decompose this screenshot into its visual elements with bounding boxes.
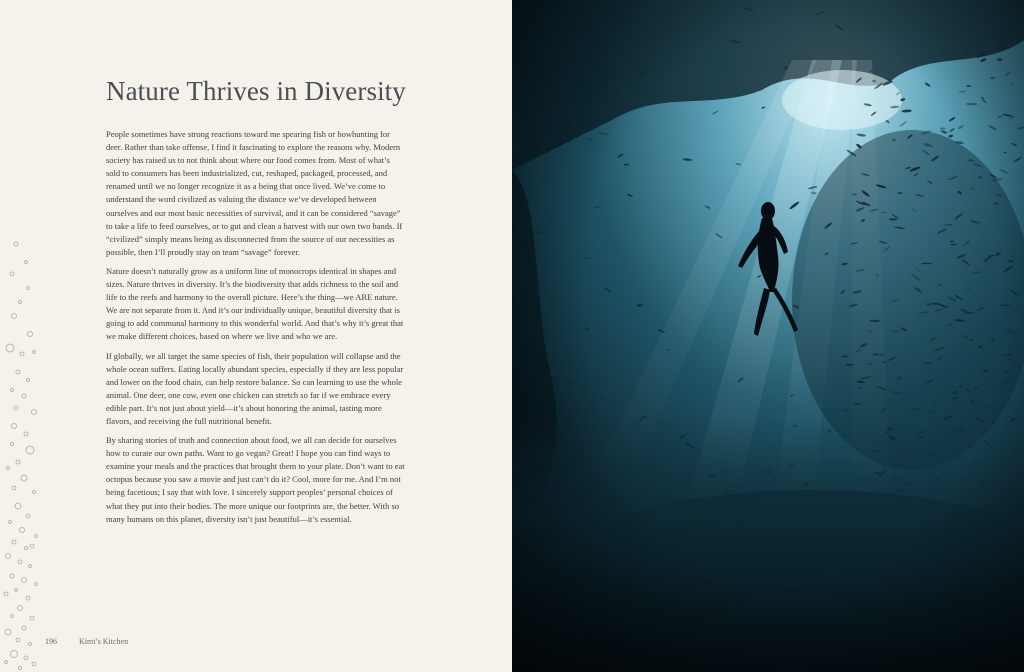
paragraph: Nature doesn’t naturally grow as a uniform line of monocrops identical in shapes and sizes. Nature thrives in diversity. It’s the biodiversity that adds richness to the soil and life to the reefs and harmony to the overall picture. Here’s the thing—we ARE nature. We are not separate from it. And it’s our individually unique, beautiful diversity that is going to add communal harmony to this wonderful world. And that’s why it’s great that we make different choices, based on where we live and who we are. (106, 265, 404, 342)
article-title: Nature Thrives in Diversity (106, 76, 406, 106)
page-number: 196 (45, 637, 57, 646)
page-footer (45, 637, 128, 646)
paragraph: By sharing stories of truth and connection about food, we all can decide for ourselves how to curate our own paths. Want to go vegan? Great! I hope you can find ways to examine your meals and the practices that brought them to your plate. Don’t want to eat octopus because you saw a movie and just can’t do it? Cool, more for me. And I’m not being facetious; I say that with love. I sincerely support peoples’ personal choices of what they put into their bodies. The more unique our footprints are, the better. With so many humans on this planet, diversity isn’t just beautiful—it’s essential. (106, 435, 405, 524)
book-title: Kimi’s Kitchen (79, 637, 129, 646)
underwater-scene (512, 0, 1024, 672)
paragraph: If globally, we all target the same species of fish, their population will collapse and the whole ocean suffers. Eating locally abundant species, especially if they are less popular and lower on the food chain, can help restore balance. So can learning to use the whole animal. One deer, one cow, even one chicken can stretch so far if we embrace every edible part. It’s not just about yield—it’s about honoring the animal, tasting more flavors, and receiving the full nutritional benefit. (106, 350, 404, 426)
article-body (106, 128, 406, 532)
paragraph: People sometimes have strong reactions toward me spearing fish or bowhunting for deer. Rather than take offense, I find it fascinating to explore the reasons why. Modern society has raised us to not think about where our food comes from. Most of what’s sold to consumers has been industrialized, cut, reshaped, packaged, processed, and renamed until we no longer recognize it as a being that once lived. We’ve come to understand the word civilized as valuing the distance we’ve developed between ourselves and our most basic necessities of survival, and it can be considered “savage” to take a life to feed ourselves, or to gut and clean a harvest with our own two hands. If “civilized” simply means being as disconnected from the source of our necessities as possible, then I’ll proudly stay on team “savage” forever. (106, 129, 403, 257)
bubbles-decoration (0, 230, 80, 672)
underwater-photo (512, 0, 1024, 672)
